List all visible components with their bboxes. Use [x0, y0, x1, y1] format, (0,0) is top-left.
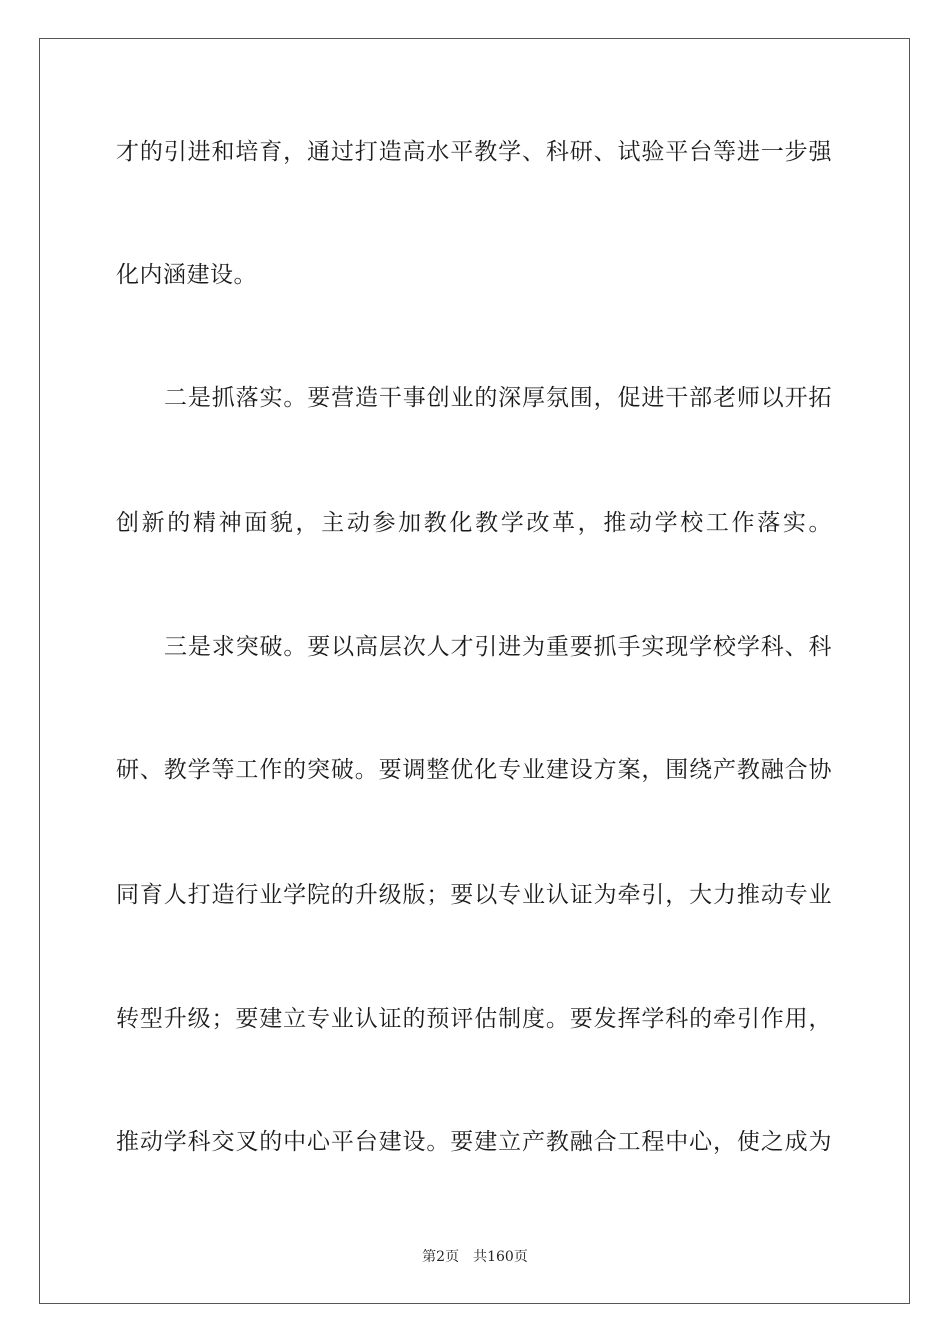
text-line-2: 化内涵建设。	[116, 262, 257, 288]
page-footer	[0, 1248, 950, 1266]
text-line-5: 三是求突破。要以高层次人才引进为重要抓手实现学校学科、科	[164, 634, 832, 660]
text-line-8: 转型升级；要建立专业认证的预评估制度。要发挥学科的牵引作用，	[116, 1006, 832, 1032]
text-line-7: 同育人打造行业学院的升级版；要以专业认证为牵引，大力推动专业	[116, 882, 832, 908]
text-line-6: 研、教学等工作的突破。要调整优化专业建设方案，围绕产教融合协	[116, 757, 832, 783]
page-total: 共160页	[473, 1249, 528, 1265]
text-line-4: 创新的精神面貌，主动参加教化教学改革，推动学校工作落实。	[116, 510, 832, 536]
text-line-1: 才的引进和培育，通过打造高水平教学、科研、试验平台等进一步强	[116, 139, 832, 165]
text-line-3: 二是抓落实。要营造干事创业的深厚氛围，促进干部老师以开拓	[164, 385, 832, 411]
text-line-9: 推动学科交叉的中心平台建设。要建立产教融合工程中心，使之成为	[116, 1129, 832, 1155]
page-number: 第2页	[422, 1249, 460, 1265]
page-frame	[39, 38, 910, 1304]
